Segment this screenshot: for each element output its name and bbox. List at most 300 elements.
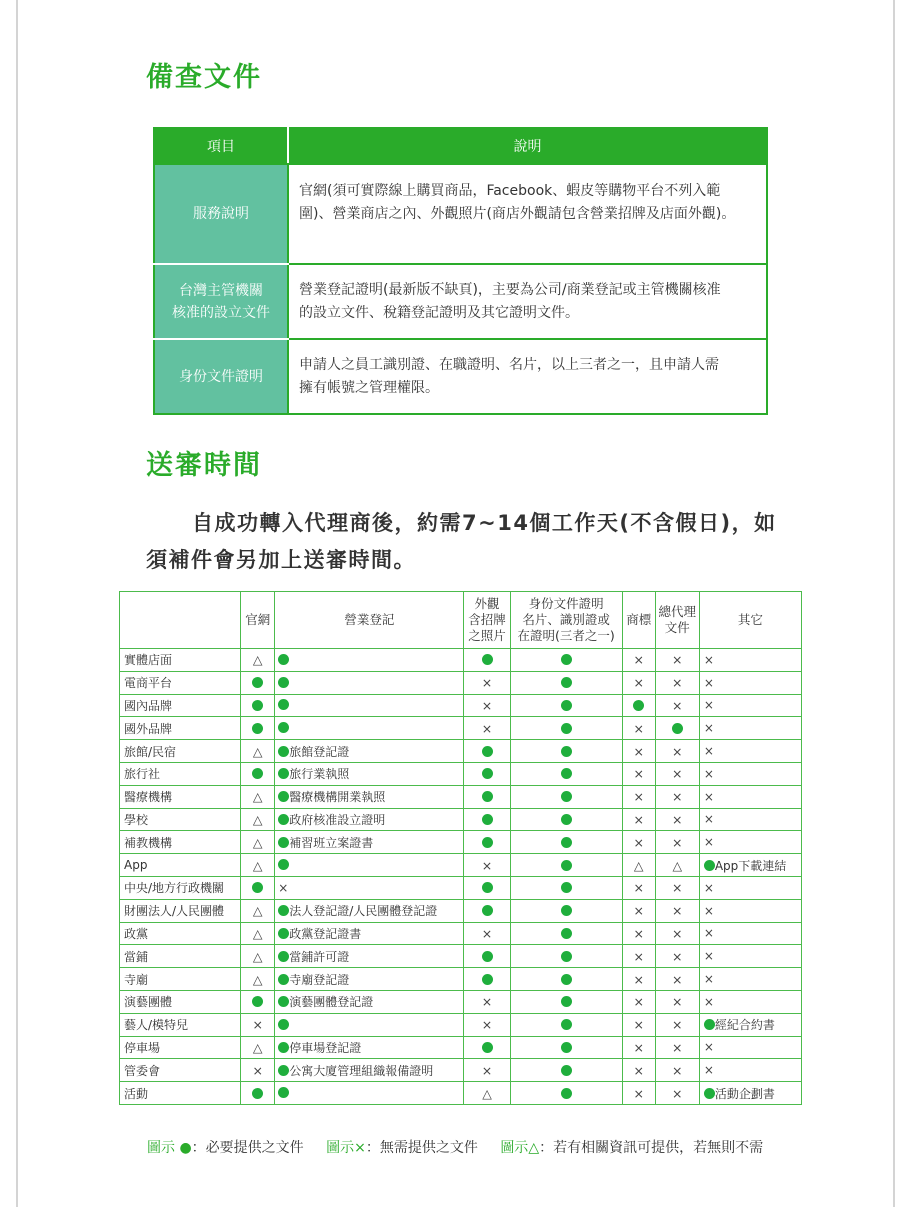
cross-icon: ×	[672, 903, 683, 919]
header-trademark: 商標	[622, 592, 655, 649]
cell-trademark	[622, 717, 655, 740]
legend-optional: 圖示△：若有相關資訊可提供，若無則不需	[500, 1140, 764, 1156]
matrix-row	[120, 876, 802, 899]
dot-icon	[482, 882, 493, 893]
cell-agent	[655, 649, 699, 672]
cell-reg	[275, 899, 464, 922]
dot-icon	[278, 974, 289, 985]
cell-other	[699, 968, 801, 991]
row-category: 中央/地方行政機關	[120, 876, 241, 899]
cross-icon: ×	[703, 812, 714, 827]
dot-icon	[482, 974, 493, 985]
cross-icon: ×	[633, 834, 644, 850]
requirements-matrix	[119, 591, 802, 1105]
matrix-row	[120, 740, 802, 763]
cell-exterior	[464, 1082, 510, 1105]
documents-row-item: 身份文件證明	[154, 339, 288, 414]
cell-exterior	[464, 649, 510, 672]
cell-other	[699, 831, 801, 854]
dot-icon	[561, 882, 572, 893]
header-agent	[655, 592, 699, 649]
row-category: 國內品牌	[120, 694, 241, 717]
cell-identity	[510, 785, 622, 808]
cell-agent	[655, 808, 699, 831]
desc-line: 官網(須可實際線上購買商品，Facebook、蝦皮等購物平台不列入範	[299, 183, 721, 199]
dot-icon	[278, 746, 289, 757]
cell-agent	[655, 922, 699, 945]
cross-icon: ×	[481, 925, 493, 941]
desc-line: 擁有帳號之管理權限。	[299, 379, 439, 396]
dot-icon	[252, 882, 263, 893]
dot-icon	[252, 723, 263, 734]
documents-row-item	[154, 264, 288, 339]
cross-icon: ×	[703, 949, 714, 964]
cell-trademark	[622, 808, 655, 831]
cross-icon: ×	[672, 880, 683, 896]
cell-reg	[275, 717, 464, 740]
dot-icon	[482, 746, 493, 757]
cell-other	[699, 876, 801, 899]
dot-icon	[278, 905, 289, 916]
cell-reg	[275, 968, 464, 991]
registration-doc-label: 旅館登記證	[289, 744, 350, 759]
cross-icon: ×	[703, 1040, 714, 1055]
dot-icon	[482, 814, 493, 825]
cell-trademark	[622, 968, 655, 991]
cell-reg	[275, 740, 464, 763]
dot-icon	[278, 996, 289, 1007]
other-doc-label: App下載連結	[714, 858, 787, 873]
cell-reg	[275, 762, 464, 785]
dot-icon	[278, 1087, 289, 1098]
cell-other	[699, 945, 801, 968]
cross-icon: ×	[703, 789, 714, 804]
cell-reg	[275, 649, 464, 672]
cell-identity	[510, 740, 622, 763]
cell-trademark	[622, 922, 655, 945]
row-category: 管委會	[120, 1059, 241, 1082]
cell-identity	[510, 990, 622, 1013]
cross-icon: ×	[633, 925, 644, 941]
triangle-icon: △	[672, 857, 683, 873]
cell-other	[699, 808, 801, 831]
cell-other	[699, 1059, 801, 1082]
cross-icon: ×	[703, 972, 714, 987]
cell-reg	[275, 1082, 464, 1105]
header-item: 項目	[154, 128, 288, 164]
cross-icon: ×	[672, 1085, 683, 1101]
cell-exterior	[464, 785, 510, 808]
cross-icon: ×	[481, 857, 493, 873]
cell-reg	[275, 990, 464, 1013]
cross-icon: ×	[633, 903, 644, 919]
triangle-icon: △	[252, 652, 263, 668]
dot-icon	[561, 996, 572, 1007]
cell-trademark	[622, 1036, 655, 1059]
cell-agent	[655, 831, 699, 854]
registration-doc-label: 補習班立案證書	[289, 835, 374, 850]
row-category: 財團法人/人民團體	[120, 899, 241, 922]
cross-icon: ×	[633, 743, 644, 759]
cell-agent	[655, 1059, 699, 1082]
cell-exterior	[464, 1013, 510, 1036]
row-category: 實體店面	[120, 649, 241, 672]
row-category: 電商平台	[120, 671, 241, 694]
cross-icon: ×	[633, 766, 644, 782]
registration-doc-label: 政黨登記證書	[289, 926, 362, 941]
matrix-row	[120, 785, 802, 808]
dot-icon	[278, 837, 289, 848]
cross-icon: ×	[703, 744, 714, 759]
cell-identity	[510, 1082, 622, 1105]
cell-other	[699, 762, 801, 785]
cross-icon: ×	[633, 1039, 644, 1055]
cell-other	[699, 990, 801, 1013]
cell-official	[241, 1036, 275, 1059]
triangle-icon: △	[252, 971, 263, 987]
cell-exterior	[464, 899, 510, 922]
row-category: 寺廟	[120, 968, 241, 991]
registration-doc-label: 演藝團體登記證	[289, 995, 374, 1010]
header-identity	[510, 592, 622, 649]
documents-row	[154, 164, 767, 264]
dot-icon	[482, 837, 493, 848]
row-category: 旅館/民宿	[120, 740, 241, 763]
cell-identity	[510, 671, 622, 694]
row-category: 補教機構	[120, 831, 241, 854]
cell-other	[699, 1082, 801, 1105]
cell-agent	[655, 1013, 699, 1036]
cell-reg	[275, 1013, 464, 1036]
cell-official	[241, 1013, 275, 1036]
cell-other	[699, 1036, 801, 1059]
cell-trademark	[622, 1013, 655, 1036]
matrix-row	[120, 1036, 802, 1059]
dot-icon	[561, 723, 572, 734]
dot-icon	[482, 1042, 493, 1053]
dot-icon	[252, 1088, 263, 1099]
triangle-icon: △	[528, 1140, 540, 1156]
cell-official	[241, 762, 275, 785]
cross-icon: ×	[633, 1017, 644, 1033]
cell-trademark	[622, 649, 655, 672]
dot-icon	[278, 768, 289, 779]
cell-exterior	[464, 740, 510, 763]
row-category: 活動	[120, 1082, 241, 1105]
cell-other	[699, 671, 801, 694]
cell-official	[241, 740, 275, 763]
matrix-row	[120, 1082, 802, 1105]
cell-identity	[510, 717, 622, 740]
dot-icon	[278, 654, 289, 665]
cell-official	[241, 968, 275, 991]
cell-trademark	[622, 831, 655, 854]
triangle-icon: △	[252, 743, 263, 759]
dot-icon	[278, 791, 289, 802]
cross-icon: ×	[703, 766, 714, 781]
cell-official	[241, 922, 275, 945]
cross-icon: ×	[672, 834, 683, 850]
cross-icon: ×	[633, 652, 644, 668]
dot-icon	[482, 791, 493, 802]
dot-icon	[278, 677, 289, 688]
dot-icon	[633, 700, 644, 711]
registration-doc-label: 寺廟登記證	[289, 972, 350, 987]
item-line: 核准的設立文件	[172, 304, 270, 321]
dot-icon	[561, 677, 572, 688]
cross-icon: ×	[354, 1140, 366, 1156]
cell-exterior	[464, 968, 510, 991]
cross-icon: ×	[672, 811, 683, 827]
legend	[147, 1137, 781, 1157]
cell-exterior	[464, 1036, 510, 1059]
cell-trademark	[622, 876, 655, 899]
other-doc-label: 經紀合約書	[714, 1018, 775, 1033]
cell-other	[699, 785, 801, 808]
documents-row-desc	[288, 339, 767, 414]
cross-icon: ×	[703, 721, 714, 736]
cross-icon: ×	[633, 1085, 644, 1101]
matrix-row	[120, 990, 802, 1013]
cell-reg	[275, 945, 464, 968]
cross-icon: ×	[481, 720, 493, 736]
cell-trademark	[622, 785, 655, 808]
documents-row-desc	[288, 264, 767, 339]
cell-identity	[510, 694, 622, 717]
cell-agent	[655, 876, 699, 899]
header-line: 在證明(三者之一)	[517, 628, 615, 643]
cell-identity	[510, 1059, 622, 1082]
cell-agent	[655, 1082, 699, 1105]
cross-icon: ×	[278, 880, 289, 895]
cell-exterior	[464, 694, 510, 717]
registration-doc-label: 醫療機構開業執照	[289, 790, 386, 805]
dot-icon	[278, 1019, 289, 1030]
cell-identity	[510, 968, 622, 991]
cell-reg	[275, 1059, 464, 1082]
intro-line: 須補件會另加上送審時間。	[146, 548, 416, 572]
dot-icon	[561, 1088, 572, 1099]
cell-exterior	[464, 762, 510, 785]
dot-icon	[278, 928, 289, 939]
registration-doc-label: 當鋪許可證	[289, 949, 350, 964]
cross-icon: ×	[481, 1017, 493, 1033]
cell-official	[241, 808, 275, 831]
header-registration: 營業登記	[275, 592, 464, 649]
dot-icon	[561, 928, 572, 939]
dot-icon	[561, 791, 572, 802]
header-line: 名片、識別證或	[522, 612, 610, 627]
dot-icon: ●	[179, 1140, 192, 1156]
cell-official	[241, 785, 275, 808]
cell-reg	[275, 808, 464, 831]
dot-icon	[704, 1019, 715, 1030]
cell-other	[699, 740, 801, 763]
registration-doc-label: 停車場登記證	[289, 1040, 362, 1055]
cross-icon: ×	[703, 675, 714, 690]
cell-agent	[655, 899, 699, 922]
desc-line: 營業登記證明(最新版不缺頁)，主要為公司/商業登記或主管機關核准	[299, 281, 721, 298]
dot-icon	[561, 700, 572, 711]
section-title-review-time: 送審時間	[146, 450, 262, 481]
cell-trademark	[622, 1082, 655, 1105]
item-line: 台灣主管機關	[179, 282, 263, 299]
cell-other	[699, 1013, 801, 1036]
header-line: 文件	[664, 620, 690, 635]
dot-icon	[561, 654, 572, 665]
cross-icon: ×	[703, 903, 714, 918]
header-category	[120, 592, 241, 649]
row-category: App	[120, 854, 241, 877]
cell-official	[241, 854, 275, 877]
cell-official	[241, 694, 275, 717]
dot-icon	[704, 860, 715, 871]
matrix-row	[120, 831, 802, 854]
triangle-icon: △	[252, 1039, 263, 1055]
cross-icon: ×	[252, 1062, 263, 1078]
triangle-icon: △	[482, 1085, 492, 1101]
cross-icon: ×	[703, 652, 714, 667]
cross-icon: ×	[703, 880, 714, 895]
cell-agent	[655, 740, 699, 763]
cell-other	[699, 899, 801, 922]
matrix-row	[120, 1059, 802, 1082]
cell-identity	[510, 831, 622, 854]
cell-official	[241, 717, 275, 740]
cross-icon: ×	[703, 994, 714, 1009]
cell-identity	[510, 945, 622, 968]
cell-exterior	[464, 854, 510, 877]
header-line: 之照片	[468, 628, 506, 643]
desc-line: 的設立文件、稅籍登記證明及其它證明文件。	[299, 304, 579, 321]
triangle-icon: △	[252, 789, 263, 805]
dot-icon	[278, 859, 289, 870]
matrix-row	[120, 762, 802, 785]
header-official: 官網	[241, 592, 275, 649]
dot-icon	[252, 677, 263, 688]
cross-icon: ×	[672, 994, 683, 1010]
dot-icon	[482, 905, 493, 916]
other-doc-label: 活動企劃書	[714, 1086, 775, 1101]
cross-icon: ×	[703, 1063, 714, 1078]
cross-icon: ×	[672, 1017, 683, 1033]
matrix-row	[120, 671, 802, 694]
cross-icon: ×	[672, 948, 683, 964]
matrix-header	[120, 592, 802, 649]
cell-official	[241, 876, 275, 899]
cell-exterior	[464, 808, 510, 831]
page-border-right	[893, 0, 895, 1207]
documents-row-desc	[288, 164, 767, 264]
cell-exterior	[464, 717, 510, 740]
cell-other	[699, 694, 801, 717]
cross-icon: ×	[633, 1062, 644, 1078]
dot-icon	[252, 768, 263, 779]
cross-icon: ×	[633, 948, 644, 964]
cell-other	[699, 854, 801, 877]
legend-required: 圖示 ●：必要提供之文件	[147, 1140, 304, 1156]
cell-exterior	[464, 876, 510, 899]
dot-icon	[561, 860, 572, 871]
cell-trademark	[622, 945, 655, 968]
cell-reg	[275, 854, 464, 877]
cell-identity	[510, 876, 622, 899]
cross-icon: ×	[633, 811, 644, 827]
dot-icon	[561, 746, 572, 757]
cell-official	[241, 945, 275, 968]
header-other: 其它	[699, 592, 801, 649]
cell-official	[241, 990, 275, 1013]
cell-exterior	[464, 922, 510, 945]
header-exterior	[464, 592, 510, 649]
cell-identity	[510, 808, 622, 831]
documents-row-item: 服務說明	[154, 164, 288, 264]
cross-icon: ×	[672, 675, 683, 691]
cross-icon: ×	[633, 880, 644, 896]
row-category: 政黨	[120, 922, 241, 945]
cell-official	[241, 649, 275, 672]
cell-exterior	[464, 1059, 510, 1082]
cell-trademark	[622, 762, 655, 785]
cell-trademark	[622, 694, 655, 717]
cell-agent	[655, 762, 699, 785]
dot-icon	[278, 1042, 289, 1053]
row-category: 當鋪	[120, 945, 241, 968]
dot-icon	[482, 951, 493, 962]
registration-doc-label: 旅行業執照	[289, 767, 350, 782]
cross-icon: ×	[633, 994, 644, 1010]
dot-icon	[561, 951, 572, 962]
dot-icon	[252, 996, 263, 1007]
matrix-row	[120, 945, 802, 968]
row-category: 學校	[120, 808, 241, 831]
dot-icon	[482, 768, 493, 779]
dot-icon	[561, 1042, 572, 1053]
header-line: 身份文件證明	[528, 596, 604, 611]
cell-identity	[510, 899, 622, 922]
cell-exterior	[464, 990, 510, 1013]
cross-icon: ×	[672, 743, 683, 759]
cell-agent	[655, 968, 699, 991]
header-line: 含招牌	[468, 612, 506, 627]
cell-identity	[510, 1036, 622, 1059]
cell-identity	[510, 762, 622, 785]
cell-trademark	[622, 899, 655, 922]
cell-reg	[275, 922, 464, 945]
cell-exterior	[464, 945, 510, 968]
dot-icon	[672, 723, 683, 734]
dot-icon	[278, 814, 289, 825]
cell-official	[241, 1082, 275, 1105]
cell-agent	[655, 854, 699, 877]
matrix-row	[120, 808, 802, 831]
cross-icon: ×	[481, 675, 493, 691]
dot-icon	[561, 1065, 572, 1076]
cell-trademark	[622, 671, 655, 694]
cell-agent	[655, 945, 699, 968]
cell-reg	[275, 1036, 464, 1059]
row-category: 藝人/模特兒	[120, 1013, 241, 1036]
cross-icon: ×	[481, 994, 493, 1010]
cell-reg	[275, 876, 464, 899]
cross-icon: ×	[672, 697, 683, 713]
matrix-row	[120, 1013, 802, 1036]
triangle-icon: △	[252, 811, 263, 827]
cross-icon: ×	[672, 925, 683, 941]
cell-trademark	[622, 1059, 655, 1082]
dot-icon	[561, 1019, 572, 1030]
cell-agent	[655, 990, 699, 1013]
